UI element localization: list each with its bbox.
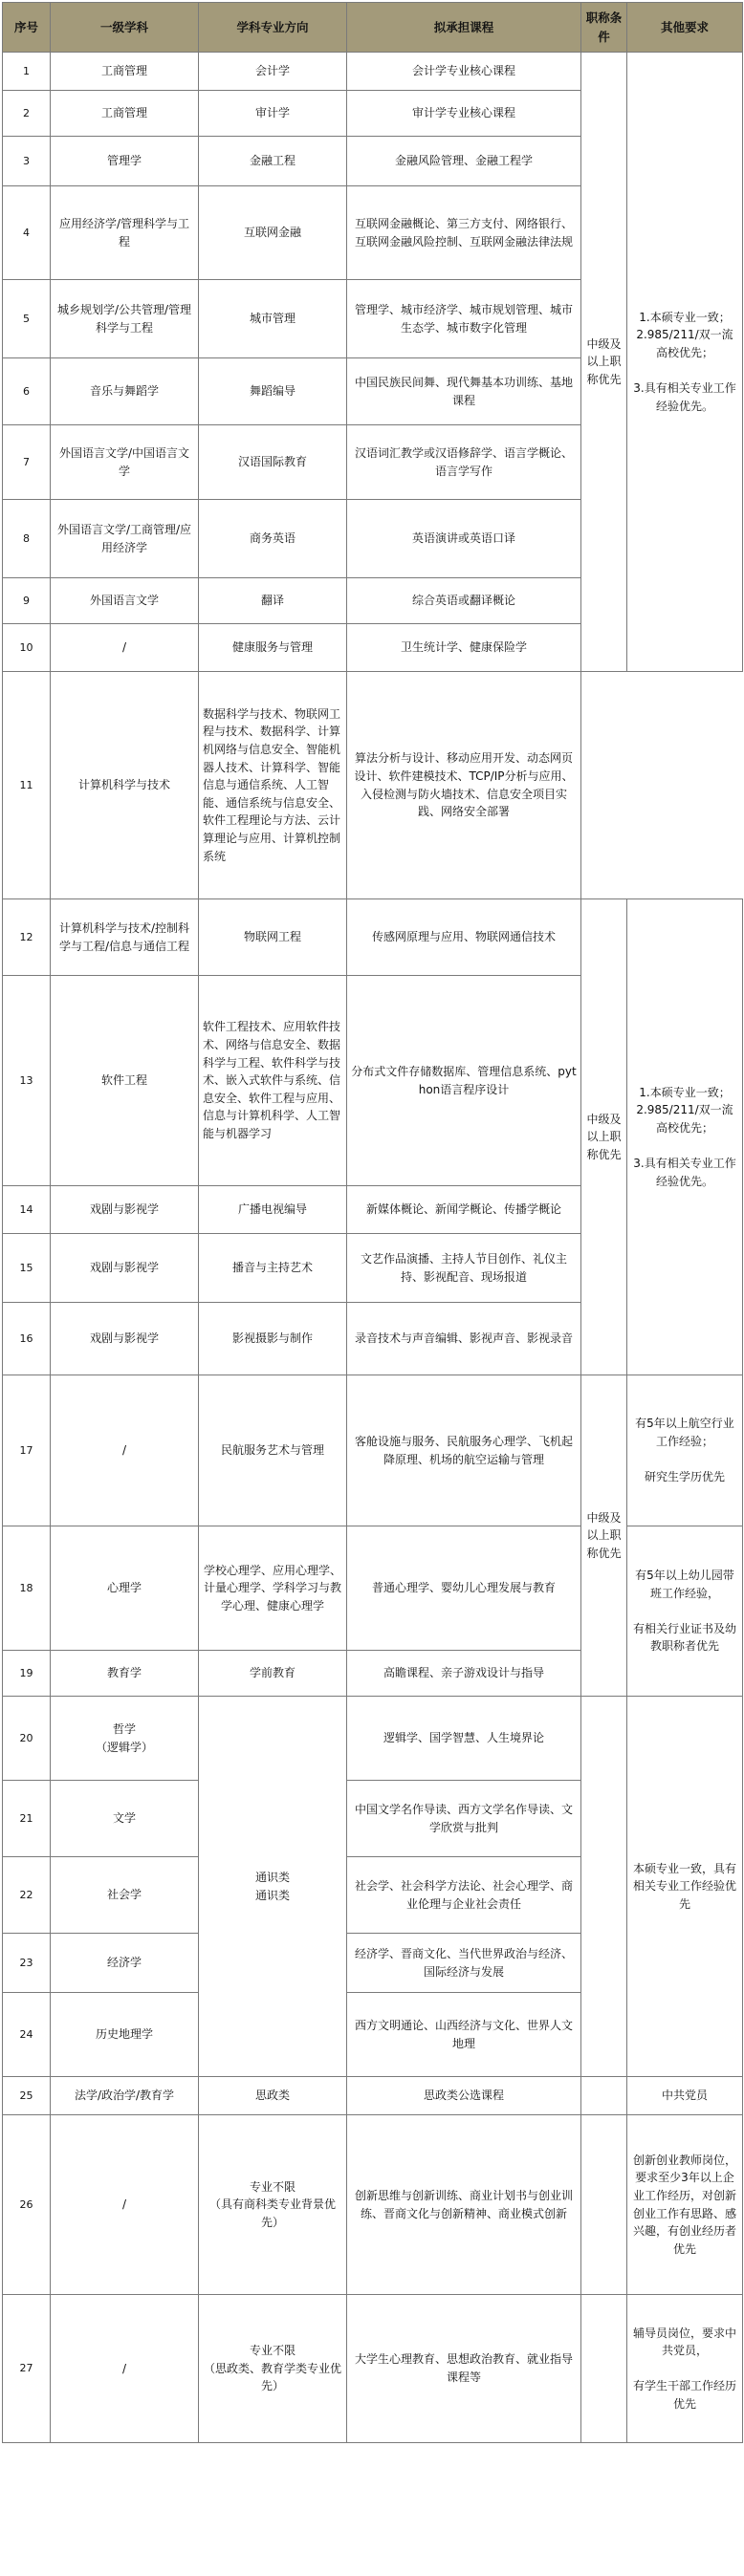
row-courses: 客舱设施与服务、民航服务心理学、飞机起降原理、机场的航空运输与管理	[347, 1375, 581, 1526]
row-direction: 舞蹈编导	[199, 358, 347, 425]
table-row	[3, 2077, 743, 2115]
row-courses: 管理学、城市经济学、城市规划管理、城市生态学、城市数字化管理	[347, 280, 581, 358]
row-courses: 文艺作品演播、主持人节目创作、礼仪主持、影视配音、现场报道	[347, 1234, 581, 1303]
header-other: 其他要求	[627, 3, 743, 53]
row-subject: 社会学	[51, 1857, 199, 1934]
other-requirements-group-1: 1.本硕专业一致； 2.985/211/双一流高校优先； 3.具有相关专业工作经验优先。	[627, 53, 743, 672]
row-num: 24	[3, 1993, 51, 2077]
row-num: 7	[3, 425, 51, 500]
title-condition-group-3: 中级及以上职称优先	[581, 1375, 627, 1697]
row-courses: 录音技术与声音编辑、影视声音、影视录音	[347, 1303, 581, 1375]
row-num: 11	[3, 672, 51, 899]
row-direction: 物联网工程	[199, 899, 347, 976]
row-subject: 音乐与舞蹈学	[51, 358, 199, 425]
table-row	[3, 1375, 743, 1526]
row-num: 4	[3, 186, 51, 280]
row-subject: /	[51, 1375, 199, 1526]
row-direction: 互联网金融	[199, 186, 347, 280]
row-subject: 计算机科学与技术/控制科学与工程/信息与通信工程	[51, 899, 199, 976]
other-requirements: 辅导员岗位，要求中共党员， 有学生干部工作经历优先	[627, 2295, 743, 2443]
row-subject: 经济学	[51, 1934, 199, 1993]
row-courses: 中国民族民间舞、现代舞基本功训练、基地课程	[347, 358, 581, 425]
header-title-cond: 职称条件	[581, 3, 627, 53]
other-requirements-rows-18-19: 有5年以上幼儿园带班工作经验， 有相关行业证书及幼教职称者优先	[627, 1526, 743, 1697]
row-num: 21	[3, 1781, 51, 1857]
row-courses: 普通心理学、婴幼儿心理发展与教育	[347, 1526, 581, 1651]
general-education-direction: 通识类 通识类	[199, 1697, 347, 2077]
table-row	[3, 899, 743, 976]
row-direction: 商务英语	[199, 500, 347, 578]
table-row	[3, 2115, 743, 2295]
row-num: 18	[3, 1526, 51, 1651]
table-row	[3, 672, 743, 899]
row-courses: 社会学、社会科学方法论、社会心理学、商业伦理与企业社会责任	[347, 1857, 581, 1934]
table-row	[3, 53, 743, 91]
row-subject: 历史地理学	[51, 1993, 199, 2077]
row-subject: 应用经济学/管理科学与工程	[51, 186, 199, 280]
row-direction: 数据科学与技术、物联网工程与技术、数据科学、计算机网络与信息安全、智能机器人技术、计算科学、智能信息与通信系统、人工智能、通信系统与信息安全、软件工程理论与方法、云计算理论与应用、计算机控制系统	[199, 672, 347, 899]
header-direction: 学科专业方向	[199, 3, 347, 53]
row-courses: 中国文学名作导读、西方文学名作导读、文学欣赏与批判	[347, 1781, 581, 1857]
row-courses: 卫生统计学、健康保险学	[347, 624, 581, 672]
row-direction: 健康服务与管理	[199, 624, 347, 672]
header-num: 序号	[3, 3, 51, 53]
row-direction: 学前教育	[199, 1651, 347, 1697]
row-num: 3	[3, 137, 51, 186]
row-subject: 教育学	[51, 1651, 199, 1697]
row-courses: 思政类公选课程	[347, 2077, 581, 2115]
row-courses: 创新思维与创新训练、商业计划书与创业训练、晋商文化与创新精神、商业模式创新	[347, 2115, 581, 2295]
row-subject: 城乡规划学/公共管理/管理科学与工程	[51, 280, 199, 358]
header-subject: 一级学科	[51, 3, 199, 53]
row-direction: 学校心理学、应用心理学、计量心理学、学科学习与教学心理、健康心理学	[199, 1526, 347, 1651]
row-num: 26	[3, 2115, 51, 2295]
row-subject: 戏剧与影视学	[51, 1234, 199, 1303]
row-subject: 管理学	[51, 137, 199, 186]
row-courses: 传感网原理与应用、物联网通信技术	[347, 899, 581, 976]
row-courses: 算法分析与设计、移动应用开发、动态网页设计、软件建模技术、TCP/IP分析与应用、入侵检测与防火墙技术、信息安全项目实践、网络安全部署	[347, 672, 581, 899]
row-subject: /	[51, 624, 199, 672]
row-direction: 汉语国际教育	[199, 425, 347, 500]
row-courses: 审计学专业核心课程	[347, 91, 581, 137]
title-condition-empty	[581, 2115, 627, 2295]
title-condition-group-1: 中级及以上职称优先	[581, 53, 627, 672]
row-num: 8	[3, 500, 51, 578]
row-courses: 金融风险管理、金融工程学	[347, 137, 581, 186]
row-num: 12	[3, 899, 51, 976]
header-row	[3, 3, 743, 53]
row-num: 16	[3, 1303, 51, 1375]
row-direction: 软件工程技术、应用软件技术、网络与信息安全、数据科学与工程、软件科学与技术、嵌入式软件与系统、信息安全、软件工程与应用、信息与计算机科学、人工智能与机器学习	[199, 976, 347, 1186]
row-courses: 经济学、晋商文化、当代世界政治与经济、国际经济与发展	[347, 1934, 581, 1993]
row-subject: 计算机科学与技术	[51, 672, 199, 899]
row-subject: 文学	[51, 1781, 199, 1857]
row-num: 17	[3, 1375, 51, 1526]
header-courses: 拟承担课程	[347, 3, 581, 53]
row-subject: /	[51, 2295, 199, 2443]
row-num: 13	[3, 976, 51, 1186]
row-direction: 金融工程	[199, 137, 347, 186]
row-num: 22	[3, 1857, 51, 1934]
other-requirements-group-2: 1.本硕专业一致； 2.985/211/双一流高校优先； 3.具有相关专业工作经验优先。	[627, 899, 743, 1375]
row-num: 10	[3, 624, 51, 672]
row-num: 23	[3, 1934, 51, 1993]
row-num: 20	[3, 1697, 51, 1781]
recruitment-table	[2, 2, 743, 2443]
row-courses: 逻辑学、国学智慧、人生境界论	[347, 1697, 581, 1781]
row-direction: 思政类	[199, 2077, 347, 2115]
row-num: 9	[3, 578, 51, 624]
row-num: 2	[3, 91, 51, 137]
row-num: 14	[3, 1186, 51, 1234]
row-courses: 综合英语或翻译概论	[347, 578, 581, 624]
row-direction: 专业不限 （思政类、教育学类专业优先）	[199, 2295, 347, 2443]
other-requirements: 中共党员	[627, 2077, 743, 2115]
row-courses: 大学生心理教育、思想政治教育、就业指导课程等	[347, 2295, 581, 2443]
row-num: 6	[3, 358, 51, 425]
row-direction: 审计学	[199, 91, 347, 137]
other-requirements-row-17: 有5年以上航空行业工作经验； 研究生学历优先	[627, 1375, 743, 1526]
title-condition-group-2: 中级及以上职称优先	[581, 899, 627, 1375]
row-subject: 外国语言文学/中国语言文学	[51, 425, 199, 500]
row-subject: 法学/政治学/教育学	[51, 2077, 199, 2115]
row-subject: 工商管理	[51, 91, 199, 137]
title-condition-empty	[581, 2077, 627, 2115]
other-requirements: 创新创业教师岗位，要求至少3年以上企业工作经历，对创新创业工作有思路、感兴趣，有创业经历者优先	[627, 2115, 743, 2295]
row-direction: 翻译	[199, 578, 347, 624]
table-row	[3, 1697, 743, 1781]
row-num: 5	[3, 280, 51, 358]
row-num: 19	[3, 1651, 51, 1697]
row-courses: 西方文明通论、山西经济与文化、世界人文地理	[347, 1993, 581, 2077]
row-courses: 汉语词汇教学或汉语修辞学、语言学概论、语言学写作	[347, 425, 581, 500]
row-direction: 会计学	[199, 53, 347, 91]
row-subject: 哲学 （逻辑学）	[51, 1697, 199, 1781]
other-requirements-rows-20-24: 本硕专业一致，具有相关专业工作经验优先	[627, 1697, 743, 2077]
row-subject: 外国语言文学	[51, 578, 199, 624]
row-num: 1	[3, 53, 51, 91]
row-subject: 戏剧与影视学	[51, 1303, 199, 1375]
row-courses: 分布式文件存储数据库、管理信息系统、python语言程序设计	[347, 976, 581, 1186]
row-num: 25	[3, 2077, 51, 2115]
row-subject: 软件工程	[51, 976, 199, 1186]
row-direction: 城市管理	[199, 280, 347, 358]
row-subject: /	[51, 2115, 199, 2295]
row-direction: 民航服务艺术与管理	[199, 1375, 347, 1526]
row-direction: 影视摄影与制作	[199, 1303, 347, 1375]
row-direction: 专业不限 （具有商科类专业背景优先）	[199, 2115, 347, 2295]
row-courses: 高瞻课程、亲子游戏设计与指导	[347, 1651, 581, 1697]
table-row	[3, 2295, 743, 2443]
row-courses: 英语演讲或英语口译	[347, 500, 581, 578]
row-num: 27	[3, 2295, 51, 2443]
row-direction: 播音与主持艺术	[199, 1234, 347, 1303]
row-subject: 外国语言文学/工商管理/应用经济学	[51, 500, 199, 578]
row-courses: 互联网金融概论、第三方支付、网络银行、互联网金融风险控制、互联网金融法律法规	[347, 186, 581, 280]
row-direction: 广播电视编导	[199, 1186, 347, 1234]
row-subject: 心理学	[51, 1526, 199, 1651]
row-courses: 会计学专业核心课程	[347, 53, 581, 91]
row-courses: 新媒体概论、新闻学概论、传播学概论	[347, 1186, 581, 1234]
row-subject: 工商管理	[51, 53, 199, 91]
title-condition-empty	[581, 1697, 627, 2077]
row-subject: 戏剧与影视学	[51, 1186, 199, 1234]
title-condition-empty	[581, 2295, 627, 2443]
row-num: 15	[3, 1234, 51, 1303]
table-row	[3, 1526, 743, 1651]
